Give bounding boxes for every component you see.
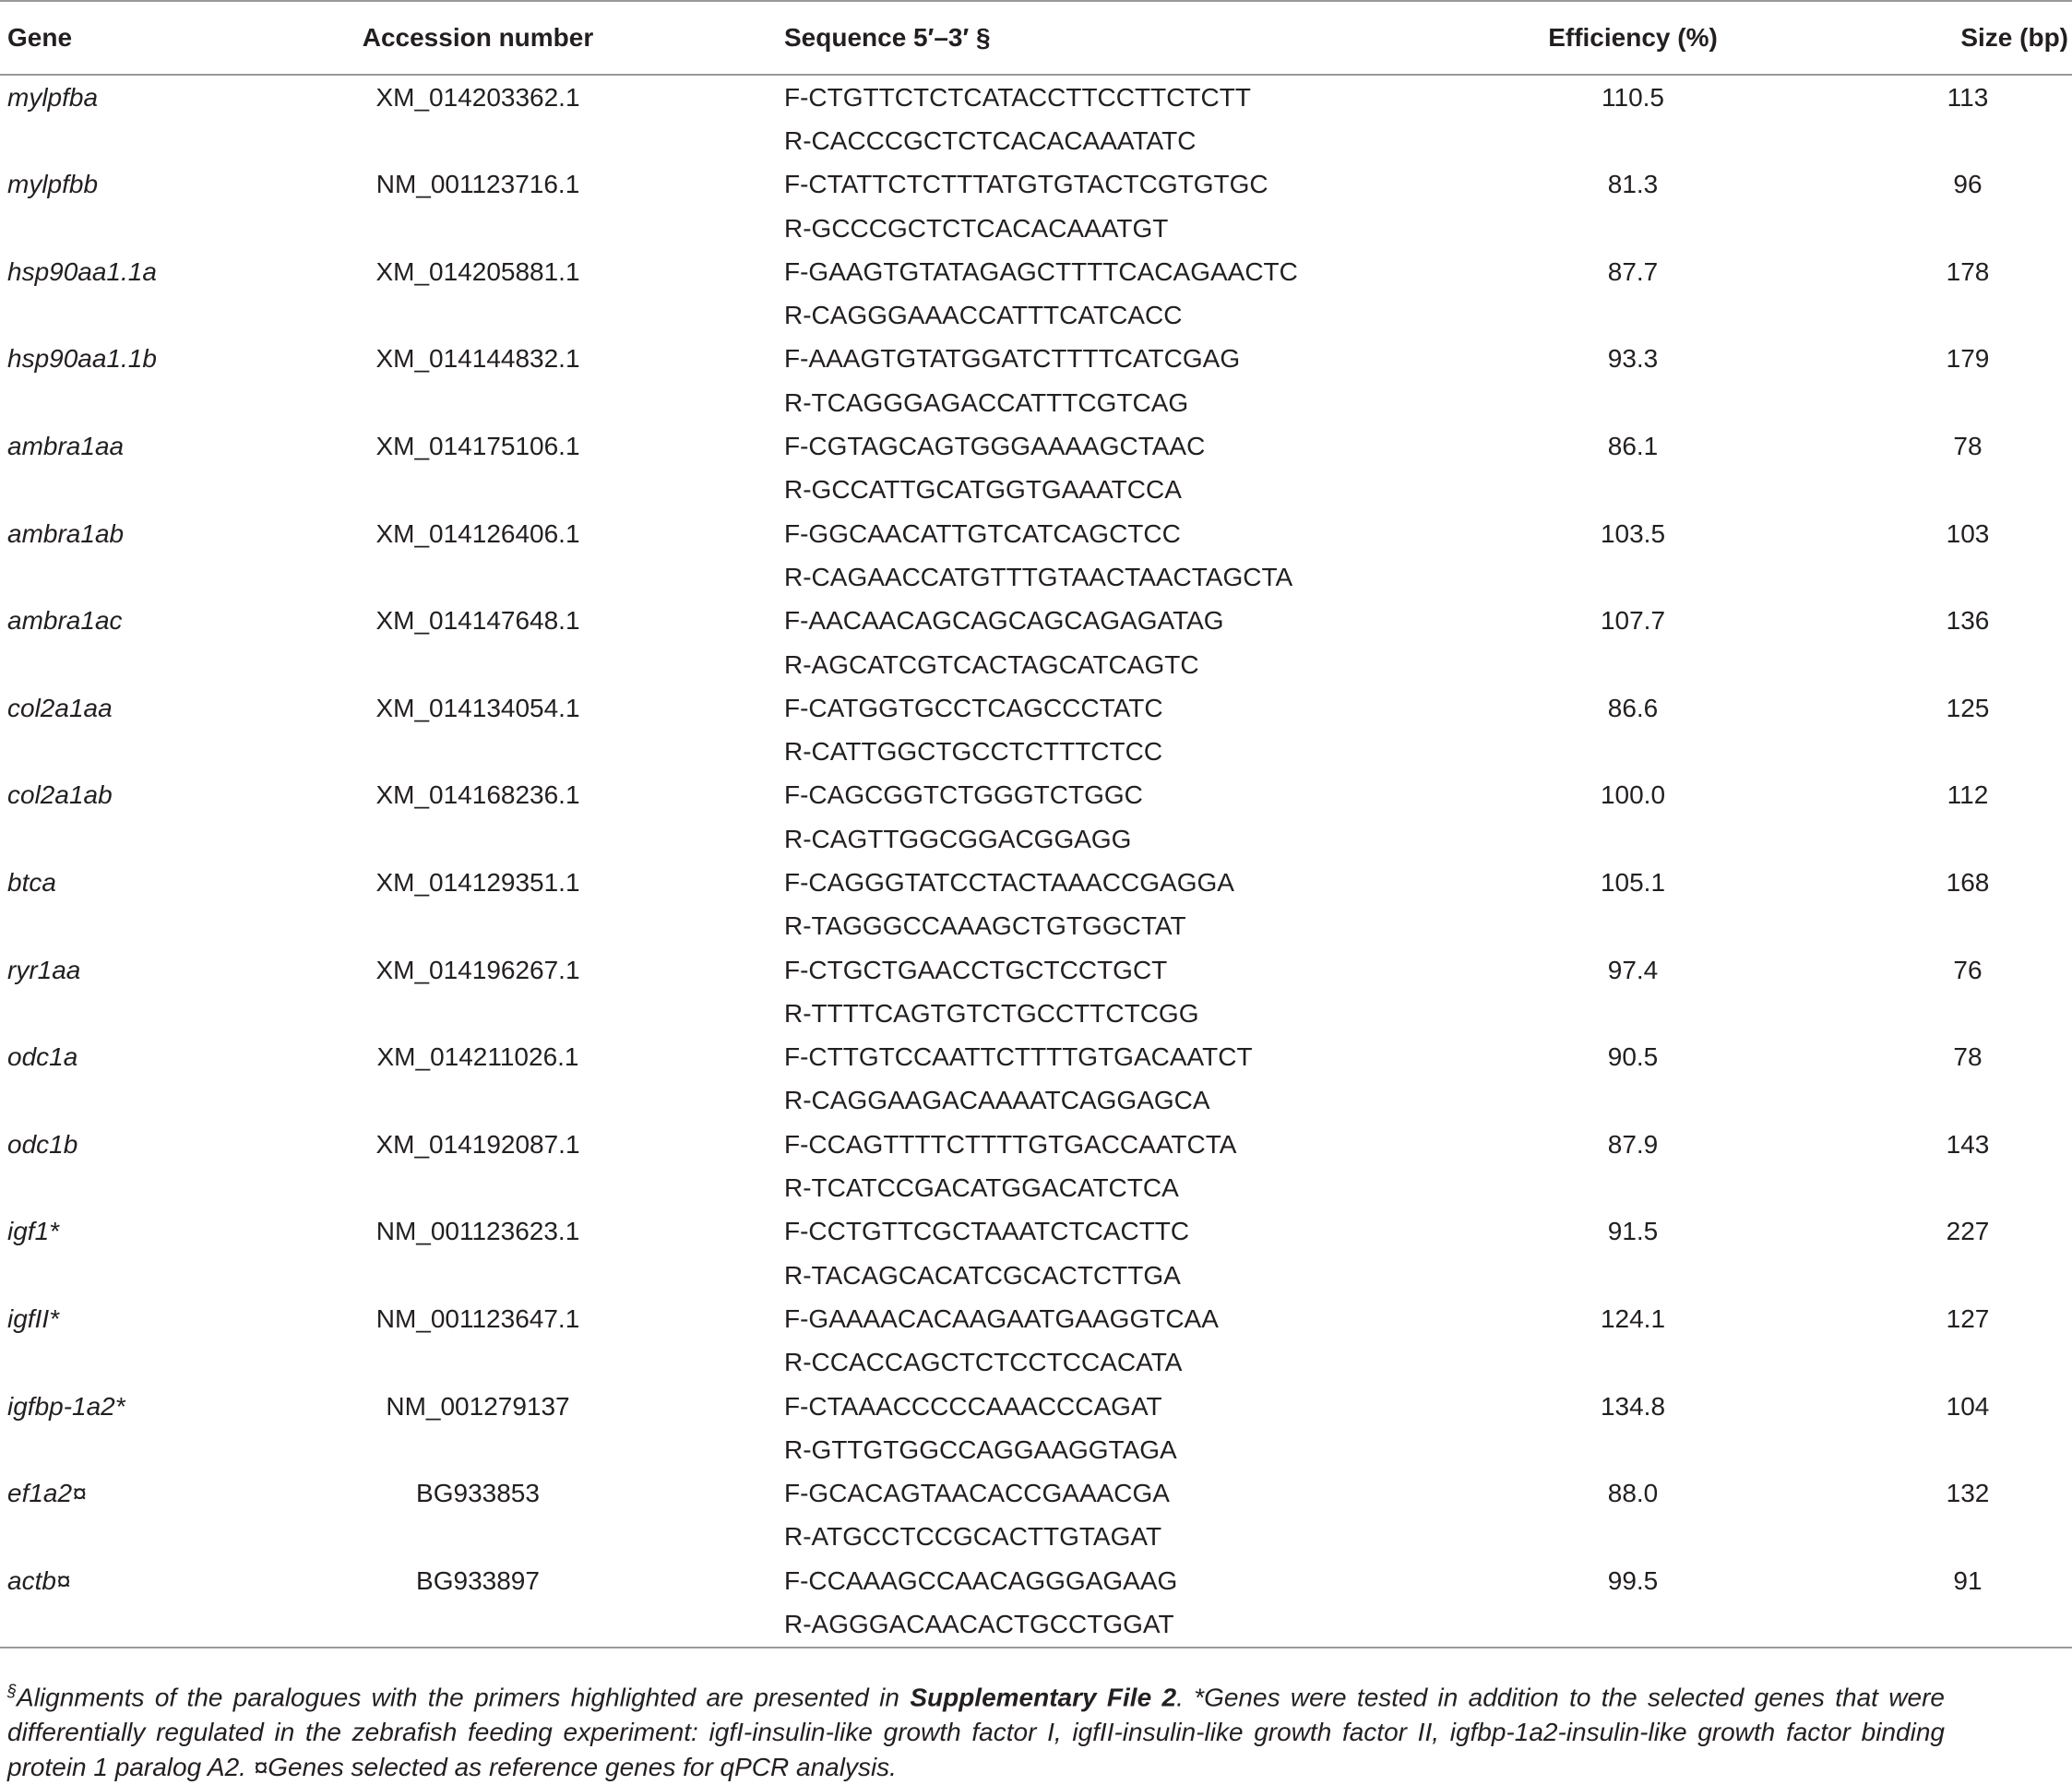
size-cell: 168 bbox=[1946, 867, 1990, 897]
efficiency-cell: 107.7 bbox=[1600, 606, 1666, 636]
table-row-reverse bbox=[0, 1166, 2072, 1209]
empty-cell bbox=[0, 555, 284, 599]
forward-primer-cell: F-GAAAACACAAGAATGAAGGTCAA bbox=[784, 1303, 1219, 1333]
forward-primer-cell: F-AACAACAGCAGCAGCAGAGATAG bbox=[784, 606, 1224, 636]
footnote-section-mark: § bbox=[7, 1682, 18, 1700]
empty-cell bbox=[284, 1341, 672, 1385]
table-row bbox=[0, 1036, 2072, 1079]
gene-cell: ambra1ac bbox=[7, 606, 123, 636]
empty-cell bbox=[1808, 643, 2072, 686]
empty-cell bbox=[284, 119, 672, 162]
reverse-primer-cell: R-GTTGTGGCCAGGAAGGTAGA bbox=[784, 1434, 1177, 1464]
table-row-reverse bbox=[0, 119, 2072, 162]
empty-cell bbox=[0, 817, 284, 861]
table-row-reverse bbox=[0, 1516, 2072, 1559]
empty-cell bbox=[1458, 119, 1808, 162]
size-cell: 127 bbox=[1946, 1303, 1990, 1333]
table-row-reverse bbox=[0, 730, 2072, 773]
reverse-primer-cell: R-CATTGGCTGCCTCTTTCTCC bbox=[784, 737, 1163, 767]
accession-cell: NM_001279137 bbox=[386, 1391, 570, 1421]
gene-cell: ambra1ab bbox=[7, 518, 125, 548]
empty-cell bbox=[284, 381, 672, 424]
efficiency-cell: 124.1 bbox=[1600, 1303, 1666, 1333]
header-efficiency: Efficiency (%) bbox=[1548, 23, 1718, 52]
empty-cell bbox=[0, 730, 284, 773]
table-row bbox=[0, 600, 2072, 643]
reverse-primer-cell: R-CCACCAGCTCTCCTCCACATA bbox=[784, 1348, 1183, 1377]
table-row bbox=[0, 250, 2072, 293]
gene-cell: hsp90aa1.1b bbox=[7, 344, 157, 374]
empty-cell bbox=[1458, 1079, 1808, 1123]
table-row bbox=[0, 1472, 2072, 1516]
header-sequence: Sequence 5′–3′ § bbox=[784, 23, 991, 52]
empty-cell bbox=[284, 730, 672, 773]
empty-cell bbox=[1458, 1254, 1808, 1297]
table-row-reverse bbox=[0, 1428, 2072, 1471]
empty-cell bbox=[1458, 207, 1808, 250]
reverse-primer-cell: R-ATGCCTCCGCACTTGTAGAT bbox=[784, 1522, 1162, 1552]
empty-cell bbox=[1808, 905, 2072, 948]
empty-cell bbox=[284, 1254, 672, 1297]
reverse-primer-cell: R-GCCATTGCATGGTGAAATCCA bbox=[784, 475, 1182, 505]
empty-cell bbox=[1808, 992, 2072, 1035]
empty-cell bbox=[1458, 817, 1808, 861]
size-cell: 132 bbox=[1946, 1479, 1990, 1508]
accession-cell: XM_014175106.1 bbox=[375, 432, 580, 461]
empty-cell bbox=[1458, 1428, 1808, 1471]
efficiency-cell: 86.1 bbox=[1607, 432, 1659, 461]
table-row bbox=[0, 861, 2072, 904]
table-row bbox=[0, 1559, 2072, 1602]
empty-cell bbox=[0, 1516, 284, 1559]
empty-cell bbox=[1458, 293, 1808, 337]
table-row-reverse bbox=[0, 293, 2072, 337]
table-row bbox=[0, 686, 2072, 730]
efficiency-cell: 105.1 bbox=[1600, 867, 1666, 897]
size-cell: 125 bbox=[1946, 693, 1990, 722]
reverse-primer-cell: R-CAGTTGGCGGACGGAGG bbox=[784, 824, 1132, 853]
size-cell: 179 bbox=[1946, 344, 1990, 374]
accession-cell: XM_014203362.1 bbox=[375, 82, 580, 112]
table-row bbox=[0, 1385, 2072, 1428]
table-row bbox=[0, 1210, 2072, 1254]
table-row bbox=[0, 338, 2072, 381]
reverse-primer-cell: R-TAGGGCCAAAGCTGTGGCTAT bbox=[784, 911, 1186, 941]
table-row-reverse bbox=[0, 381, 2072, 424]
empty-cell bbox=[284, 1516, 672, 1559]
empty-cell bbox=[284, 1166, 672, 1209]
size-cell: 76 bbox=[1953, 955, 1983, 984]
empty-cell bbox=[1458, 992, 1808, 1035]
table-row-reverse bbox=[0, 905, 2072, 948]
accession-cell: XM_014205881.1 bbox=[375, 256, 580, 286]
forward-primer-cell: F-AAAGTGTATGGATCTTTTCATCGAG bbox=[784, 344, 1241, 374]
empty-cell bbox=[1808, 1516, 2072, 1559]
gene-cell: ef1a2¤ bbox=[7, 1479, 87, 1508]
empty-cell bbox=[1458, 381, 1808, 424]
header-gene: Gene bbox=[7, 23, 73, 52]
efficiency-cell: 110.5 bbox=[1602, 82, 1664, 112]
empty-cell bbox=[1458, 469, 1808, 512]
gene-cell: actb¤ bbox=[7, 1565, 71, 1595]
empty-cell bbox=[0, 293, 284, 337]
efficiency-cell: 91.5 bbox=[1607, 1217, 1659, 1246]
empty-cell bbox=[1458, 1516, 1808, 1559]
reverse-primer-cell: R-CAGGGAAACCATTTCATCACC bbox=[784, 301, 1183, 330]
size-cell: 78 bbox=[1953, 432, 1983, 461]
table-row-reverse bbox=[0, 469, 2072, 512]
table-row bbox=[0, 424, 2072, 468]
efficiency-cell: 90.5 bbox=[1607, 1042, 1659, 1072]
accession-cell: XM_014192087.1 bbox=[375, 1129, 580, 1159]
forward-primer-cell: F-CCTGTTCGCTAAATCTCACTTC bbox=[784, 1217, 1190, 1246]
forward-primer-cell: F-CTATTCTCTTTATGTGTACTCGTGTGC bbox=[784, 170, 1268, 199]
gene-cell: ryr1aa bbox=[7, 955, 81, 984]
accession-cell: XM_014126406.1 bbox=[375, 518, 580, 548]
empty-cell bbox=[0, 469, 284, 512]
table-row-reverse bbox=[0, 817, 2072, 861]
forward-primer-cell: F-CTTGTCCAATTCTTTTGTGACAATCT bbox=[784, 1042, 1253, 1072]
empty-cell bbox=[1808, 207, 2072, 250]
size-cell: 113 bbox=[1947, 82, 1989, 112]
accession-cell: NM_001123623.1 bbox=[375, 1217, 580, 1246]
table-row-reverse bbox=[0, 1079, 2072, 1123]
gene-cell: col2a1aa bbox=[7, 693, 113, 722]
accession-cell: XM_014168236.1 bbox=[375, 780, 580, 810]
empty-cell bbox=[0, 381, 284, 424]
empty-cell bbox=[284, 555, 672, 599]
size-cell: 136 bbox=[1946, 606, 1990, 636]
reverse-primer-cell: R-CACCCGCTCTCACACAAATATC bbox=[784, 125, 1197, 155]
efficiency-cell: 134.8 bbox=[1600, 1391, 1666, 1421]
empty-cell bbox=[284, 817, 672, 861]
gene-cell: btca bbox=[7, 867, 56, 897]
forward-primer-cell: F-CTAAACCCCCAAACCCAGAT bbox=[784, 1391, 1162, 1421]
empty-cell bbox=[0, 992, 284, 1035]
empty-cell bbox=[1808, 1254, 2072, 1297]
empty-cell bbox=[0, 1079, 284, 1123]
table-row-reverse bbox=[0, 1254, 2072, 1297]
table-row bbox=[0, 1297, 2072, 1340]
forward-primer-cell: F-CGTAGCAGTGGGAAAAGCTAAC bbox=[784, 432, 1206, 461]
accession-cell: XM_014147648.1 bbox=[375, 606, 580, 636]
size-cell: 91 bbox=[1953, 1565, 1983, 1595]
accession-cell: NM_001123716.1 bbox=[375, 170, 580, 199]
efficiency-cell: 81.3 bbox=[1607, 170, 1659, 199]
gene-cell: ambra1aa bbox=[7, 432, 125, 461]
reverse-primer-cell: R-AGCATCGTCACTAGCATCAGTC bbox=[784, 649, 1199, 679]
empty-cell bbox=[0, 119, 284, 162]
accession-cell: XM_014129351.1 bbox=[375, 867, 580, 897]
forward-primer-cell: F-GGCAACATTGTCATCAGCTCC bbox=[784, 518, 1181, 548]
reverse-primer-cell: R-GCCCGCTCTCACACAAATGT bbox=[784, 213, 1169, 243]
footnote-text-part1: Alignments of the paralogues with the primers highlighted are presented in bbox=[17, 1683, 911, 1712]
empty-cell bbox=[1458, 730, 1808, 773]
table-row bbox=[0, 163, 2072, 207]
empty-cell bbox=[284, 1079, 672, 1123]
table-row-reverse bbox=[0, 207, 2072, 250]
empty-cell bbox=[284, 643, 672, 686]
header-accession: Accession number bbox=[362, 23, 594, 52]
reverse-primer-cell: R-TTTTCAGTGTCTGCCTTCTCGG bbox=[784, 998, 1199, 1028]
table-row bbox=[0, 1123, 2072, 1166]
header-size: Size (bp) bbox=[1960, 23, 2068, 52]
table-row-reverse bbox=[0, 992, 2072, 1035]
empty-cell bbox=[1808, 1079, 2072, 1123]
empty-cell bbox=[1458, 1166, 1808, 1209]
empty-cell bbox=[1808, 1602, 2072, 1647]
forward-primer-cell: F-CAGCGGTCTGGGTCTGGC bbox=[784, 780, 1143, 810]
forward-primer-cell: F-GAAGTGTATAGAGCTTTTCACAGAACTC bbox=[784, 256, 1298, 286]
accession-cell: XM_014196267.1 bbox=[375, 955, 580, 984]
forward-primer-cell: F-CATGGTGCCTCAGCCCTATC bbox=[784, 693, 1163, 722]
size-cell: 78 bbox=[1953, 1042, 1983, 1072]
table-row bbox=[0, 774, 2072, 817]
table-row bbox=[0, 512, 2072, 555]
gene-cell: col2a1ab bbox=[7, 780, 113, 810]
accession-cell: NM_001123647.1 bbox=[375, 1303, 580, 1333]
accession-cell: BG933853 bbox=[416, 1479, 540, 1508]
empty-cell bbox=[1808, 730, 2072, 773]
size-cell: 178 bbox=[1946, 256, 1990, 286]
empty-cell bbox=[284, 1602, 672, 1647]
gene-cell: igfII* bbox=[7, 1303, 60, 1333]
efficiency-cell: 99.5 bbox=[1607, 1565, 1659, 1595]
gene-cell: igfbp-1a2* bbox=[7, 1391, 125, 1421]
accession-cell: XM_014144832.1 bbox=[375, 344, 580, 374]
forward-primer-cell: F-CAGGGTATCCTACTAAACCGAGGA bbox=[784, 867, 1234, 897]
gene-cell: odc1b bbox=[7, 1129, 78, 1159]
gene-cell: odc1a bbox=[7, 1042, 78, 1072]
empty-cell bbox=[284, 469, 672, 512]
empty-cell bbox=[1808, 381, 2072, 424]
table-row bbox=[0, 75, 2072, 119]
empty-cell bbox=[1458, 555, 1808, 599]
forward-primer-cell: F-CCAGTTTTCTTTTGTGACCAATCTA bbox=[784, 1129, 1237, 1159]
empty-cell bbox=[1808, 119, 2072, 162]
empty-cell bbox=[0, 643, 284, 686]
reverse-primer-cell: R-CAGAACCATGTTTGTAACTAACTAGCTA bbox=[784, 562, 1293, 591]
accession-cell: XM_014134054.1 bbox=[375, 693, 580, 722]
table-row-reverse bbox=[0, 643, 2072, 686]
empty-cell bbox=[0, 207, 284, 250]
table-row bbox=[0, 948, 2072, 992]
empty-cell bbox=[0, 1602, 284, 1647]
efficiency-cell: 93.3 bbox=[1607, 344, 1659, 374]
table-body bbox=[0, 75, 2072, 1648]
gene-cell: mylpfbb bbox=[7, 170, 99, 199]
size-cell: 143 bbox=[1946, 1129, 1990, 1159]
empty-cell bbox=[1808, 469, 2072, 512]
empty-cell bbox=[1458, 643, 1808, 686]
size-cell: 96 bbox=[1953, 170, 1983, 199]
empty-cell bbox=[0, 1166, 284, 1209]
accession-cell: XM_014211026.1 bbox=[376, 1042, 579, 1072]
gene-cell: mylpfba bbox=[7, 82, 99, 112]
efficiency-cell: 88.0 bbox=[1607, 1479, 1659, 1508]
empty-cell bbox=[1808, 1341, 2072, 1385]
empty-cell bbox=[284, 1428, 672, 1471]
accession-cell: BG933897 bbox=[416, 1565, 540, 1595]
efficiency-cell: 87.7 bbox=[1607, 256, 1659, 286]
empty-cell bbox=[1808, 817, 2072, 861]
empty-cell bbox=[0, 1428, 284, 1471]
empty-cell bbox=[284, 207, 672, 250]
reverse-primer-cell: R-TCAGGGAGACCATTTCGTCAG bbox=[784, 387, 1189, 417]
empty-cell bbox=[284, 905, 672, 948]
gene-cell: igf1* bbox=[7, 1217, 60, 1246]
footnote-supplementary-link[interactable]: Supplementary File 2 bbox=[910, 1683, 1177, 1712]
empty-cell bbox=[1458, 1602, 1808, 1647]
header-row bbox=[0, 1, 2072, 75]
empty-cell bbox=[1808, 1166, 2072, 1209]
size-cell: 227 bbox=[1946, 1217, 1990, 1246]
size-cell: 103 bbox=[1946, 518, 1990, 548]
size-cell: 112 bbox=[1947, 780, 1989, 810]
empty-cell bbox=[1808, 555, 2072, 599]
table-row-reverse bbox=[0, 555, 2072, 599]
empty-cell bbox=[284, 992, 672, 1035]
empty-cell bbox=[1458, 1341, 1808, 1385]
efficiency-cell: 97.4 bbox=[1607, 955, 1659, 984]
reverse-primer-cell: R-TCATCCGACATGGACATCTCA bbox=[784, 1173, 1179, 1203]
efficiency-cell: 87.9 bbox=[1607, 1129, 1659, 1159]
table-row-reverse bbox=[0, 1341, 2072, 1385]
forward-primer-cell: F-CTGCTGAACCTGCTCCTGCT bbox=[784, 955, 1168, 984]
forward-primer-cell: F-CCAAAGCCAACAGGGAGAAG bbox=[784, 1565, 1178, 1595]
size-cell: 104 bbox=[1946, 1391, 1990, 1421]
empty-cell bbox=[0, 1254, 284, 1297]
empty-cell bbox=[0, 1341, 284, 1385]
table-footnote bbox=[7, 1673, 1945, 1785]
efficiency-cell: 86.6 bbox=[1607, 693, 1659, 722]
empty-cell bbox=[1808, 1428, 2072, 1471]
gene-cell: hsp90aa1.1a bbox=[7, 256, 157, 286]
footnote-text-part2: . *Genes were tested in addition to the selected genes that were differentially regulated in the zebrafish feeding experiment: igfI-insulin-like growth factor I, igfII-insulin-like growth factor II, igfbp-1a2-insulin-like growth factor binding protein 1 paralog A2. ¤Genes selected as reference genes for qPCR analysis. bbox=[7, 1683, 1945, 1782]
empty-cell bbox=[284, 293, 672, 337]
forward-primer-cell: F-GCACAGTAACACCGAAACGA bbox=[784, 1479, 1170, 1508]
efficiency-cell: 100.0 bbox=[1600, 780, 1666, 810]
empty-cell bbox=[1808, 293, 2072, 337]
reverse-primer-cell: R-TACAGCACATCGCACTCTTGA bbox=[784, 1260, 1181, 1290]
reverse-primer-cell: R-AGGGACAACACTGCCTGGAT bbox=[784, 1610, 1174, 1639]
table-row-reverse bbox=[0, 1602, 2072, 1647]
efficiency-cell: 103.5 bbox=[1600, 518, 1666, 548]
empty-cell bbox=[1458, 905, 1808, 948]
forward-primer-cell: F-CTGTTCTCTCATACCTTCCTTCTCTT bbox=[784, 82, 1251, 112]
empty-cell bbox=[0, 905, 284, 948]
table-header bbox=[0, 1, 2072, 75]
reverse-primer-cell: R-CAGGAAGACAAAATCAGGAGCA bbox=[784, 1086, 1210, 1115]
